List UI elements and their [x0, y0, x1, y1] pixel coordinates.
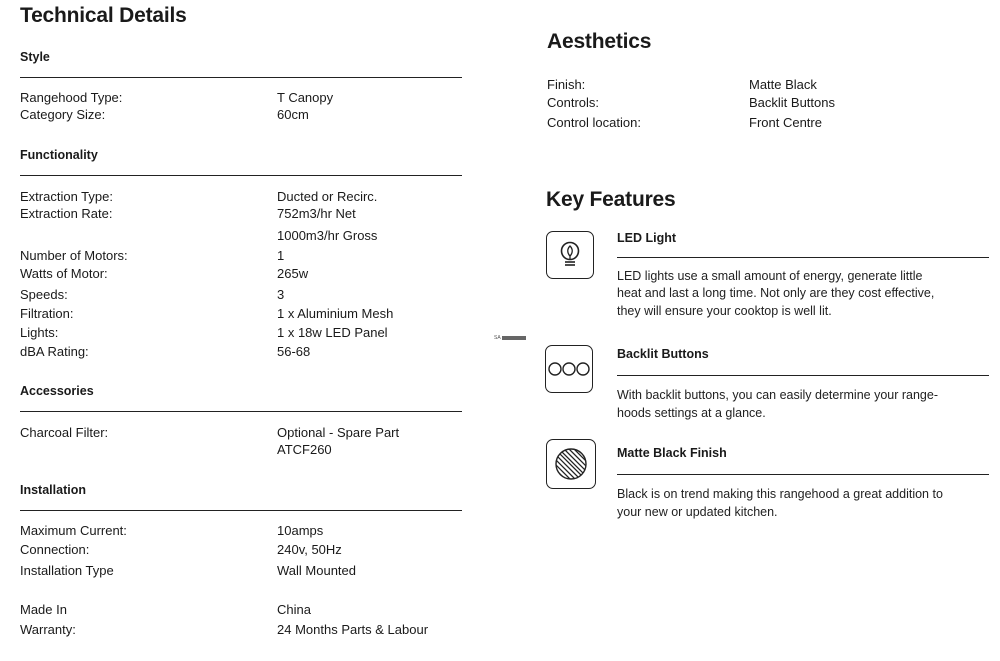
- feature-title: Backlit Buttons: [617, 347, 709, 361]
- spec-label: Watts of Motor:: [20, 266, 108, 281]
- spec-value: 1 x 18w LED Panel: [277, 325, 388, 340]
- feature-title: Matte Black Finish: [617, 446, 727, 460]
- spec-label: Warranty:: [20, 622, 76, 637]
- spec-label: Rangehood Type:: [20, 90, 123, 105]
- aesthetic-label: Finish:: [547, 77, 586, 92]
- spec-value: 1: [277, 248, 285, 263]
- spec-value: 265w: [277, 266, 309, 281]
- divider: [20, 510, 462, 511]
- spec-label: Maximum Current:: [20, 523, 127, 538]
- aesthetic-value: Front Centre: [749, 115, 822, 130]
- light-bulb-icon: [546, 231, 594, 279]
- divider: [617, 375, 989, 376]
- feature-desc-line: With backlit buttons, you can easily determine your range-: [617, 388, 938, 402]
- feature-desc-line: your new or updated kitchen.: [617, 505, 778, 519]
- spec-value: China: [277, 602, 311, 617]
- feature-desc-line: LED lights use a small amount of energy, generate little: [617, 269, 923, 283]
- spec-label: Extraction Type:: [20, 189, 113, 204]
- spec-label: Connection:: [20, 542, 90, 557]
- buttons-icon: [545, 345, 593, 393]
- section-heading-functionality: Functionality: [20, 148, 98, 162]
- spec-value: T Canopy: [277, 90, 334, 105]
- section-heading-style: Style: [20, 50, 50, 64]
- feature-desc-line: heat and last a long time. Not only are they cost effective,: [617, 286, 935, 300]
- aesthetic-value: Matte Black: [749, 77, 817, 92]
- spec-value: Wall Mounted: [277, 563, 356, 578]
- aesthetic-label: Controls:: [547, 95, 600, 110]
- section-heading-installation: Installation: [20, 483, 86, 497]
- spec-label: Lights:: [20, 325, 59, 340]
- spec-label: Filtration:: [20, 306, 74, 321]
- divider: [20, 411, 462, 412]
- spec-value: 240v, 50Hz: [277, 542, 342, 557]
- spec-label: Installation Type: [20, 563, 114, 578]
- feature-desc-line: Black is on trend making this rangehood a great addition to: [617, 487, 943, 501]
- divider: [617, 257, 989, 258]
- feature-desc-line: hoods settings at a glance.: [617, 406, 766, 420]
- spec-value: 56-68: [277, 344, 311, 359]
- spec-label: Number of Motors:: [20, 248, 128, 263]
- spec-value: 1 x Aluminium Mesh: [277, 306, 394, 321]
- divider: [20, 77, 462, 78]
- spec-value: 60cm: [277, 107, 309, 122]
- aesthetics-title: Aesthetics: [547, 30, 652, 53]
- matte-swatch-icon: [546, 439, 596, 489]
- spec-label: Extraction Rate:: [20, 206, 113, 221]
- spec-value: 24 Months Parts & Labour: [277, 622, 429, 637]
- spec-label: Speeds:: [20, 287, 68, 302]
- spec-value: 1000m3/hr Gross: [277, 228, 378, 243]
- spec-value: 10amps: [277, 523, 324, 538]
- spec-label: Category Size:: [20, 107, 106, 122]
- aesthetic-value: Backlit Buttons: [749, 95, 835, 110]
- spec-value: 752m3/hr Net: [277, 206, 356, 221]
- tiny-mark: SA: [494, 335, 526, 341]
- spec-value: Ducted or Recirc.: [277, 189, 378, 204]
- section-heading-accessories: Accessories: [20, 384, 94, 398]
- page-title: Technical Details: [20, 4, 187, 27]
- spec-value: 3: [277, 287, 285, 302]
- spec-value: Optional - Spare Part: [277, 425, 400, 440]
- aesthetic-label: Control location:: [547, 115, 641, 130]
- divider: [20, 175, 462, 176]
- spec-value: ATCF260: [277, 442, 332, 457]
- key-features-title: Key Features: [546, 188, 676, 211]
- feature-title: LED Light: [617, 231, 677, 245]
- spec-label: Made In: [20, 602, 67, 617]
- spec-label: Charcoal Filter:: [20, 425, 109, 440]
- spec-label: dBA Rating:: [20, 344, 89, 359]
- feature-desc-line: they will ensure your cooktop is well lit.: [617, 304, 832, 318]
- divider: [617, 474, 989, 475]
